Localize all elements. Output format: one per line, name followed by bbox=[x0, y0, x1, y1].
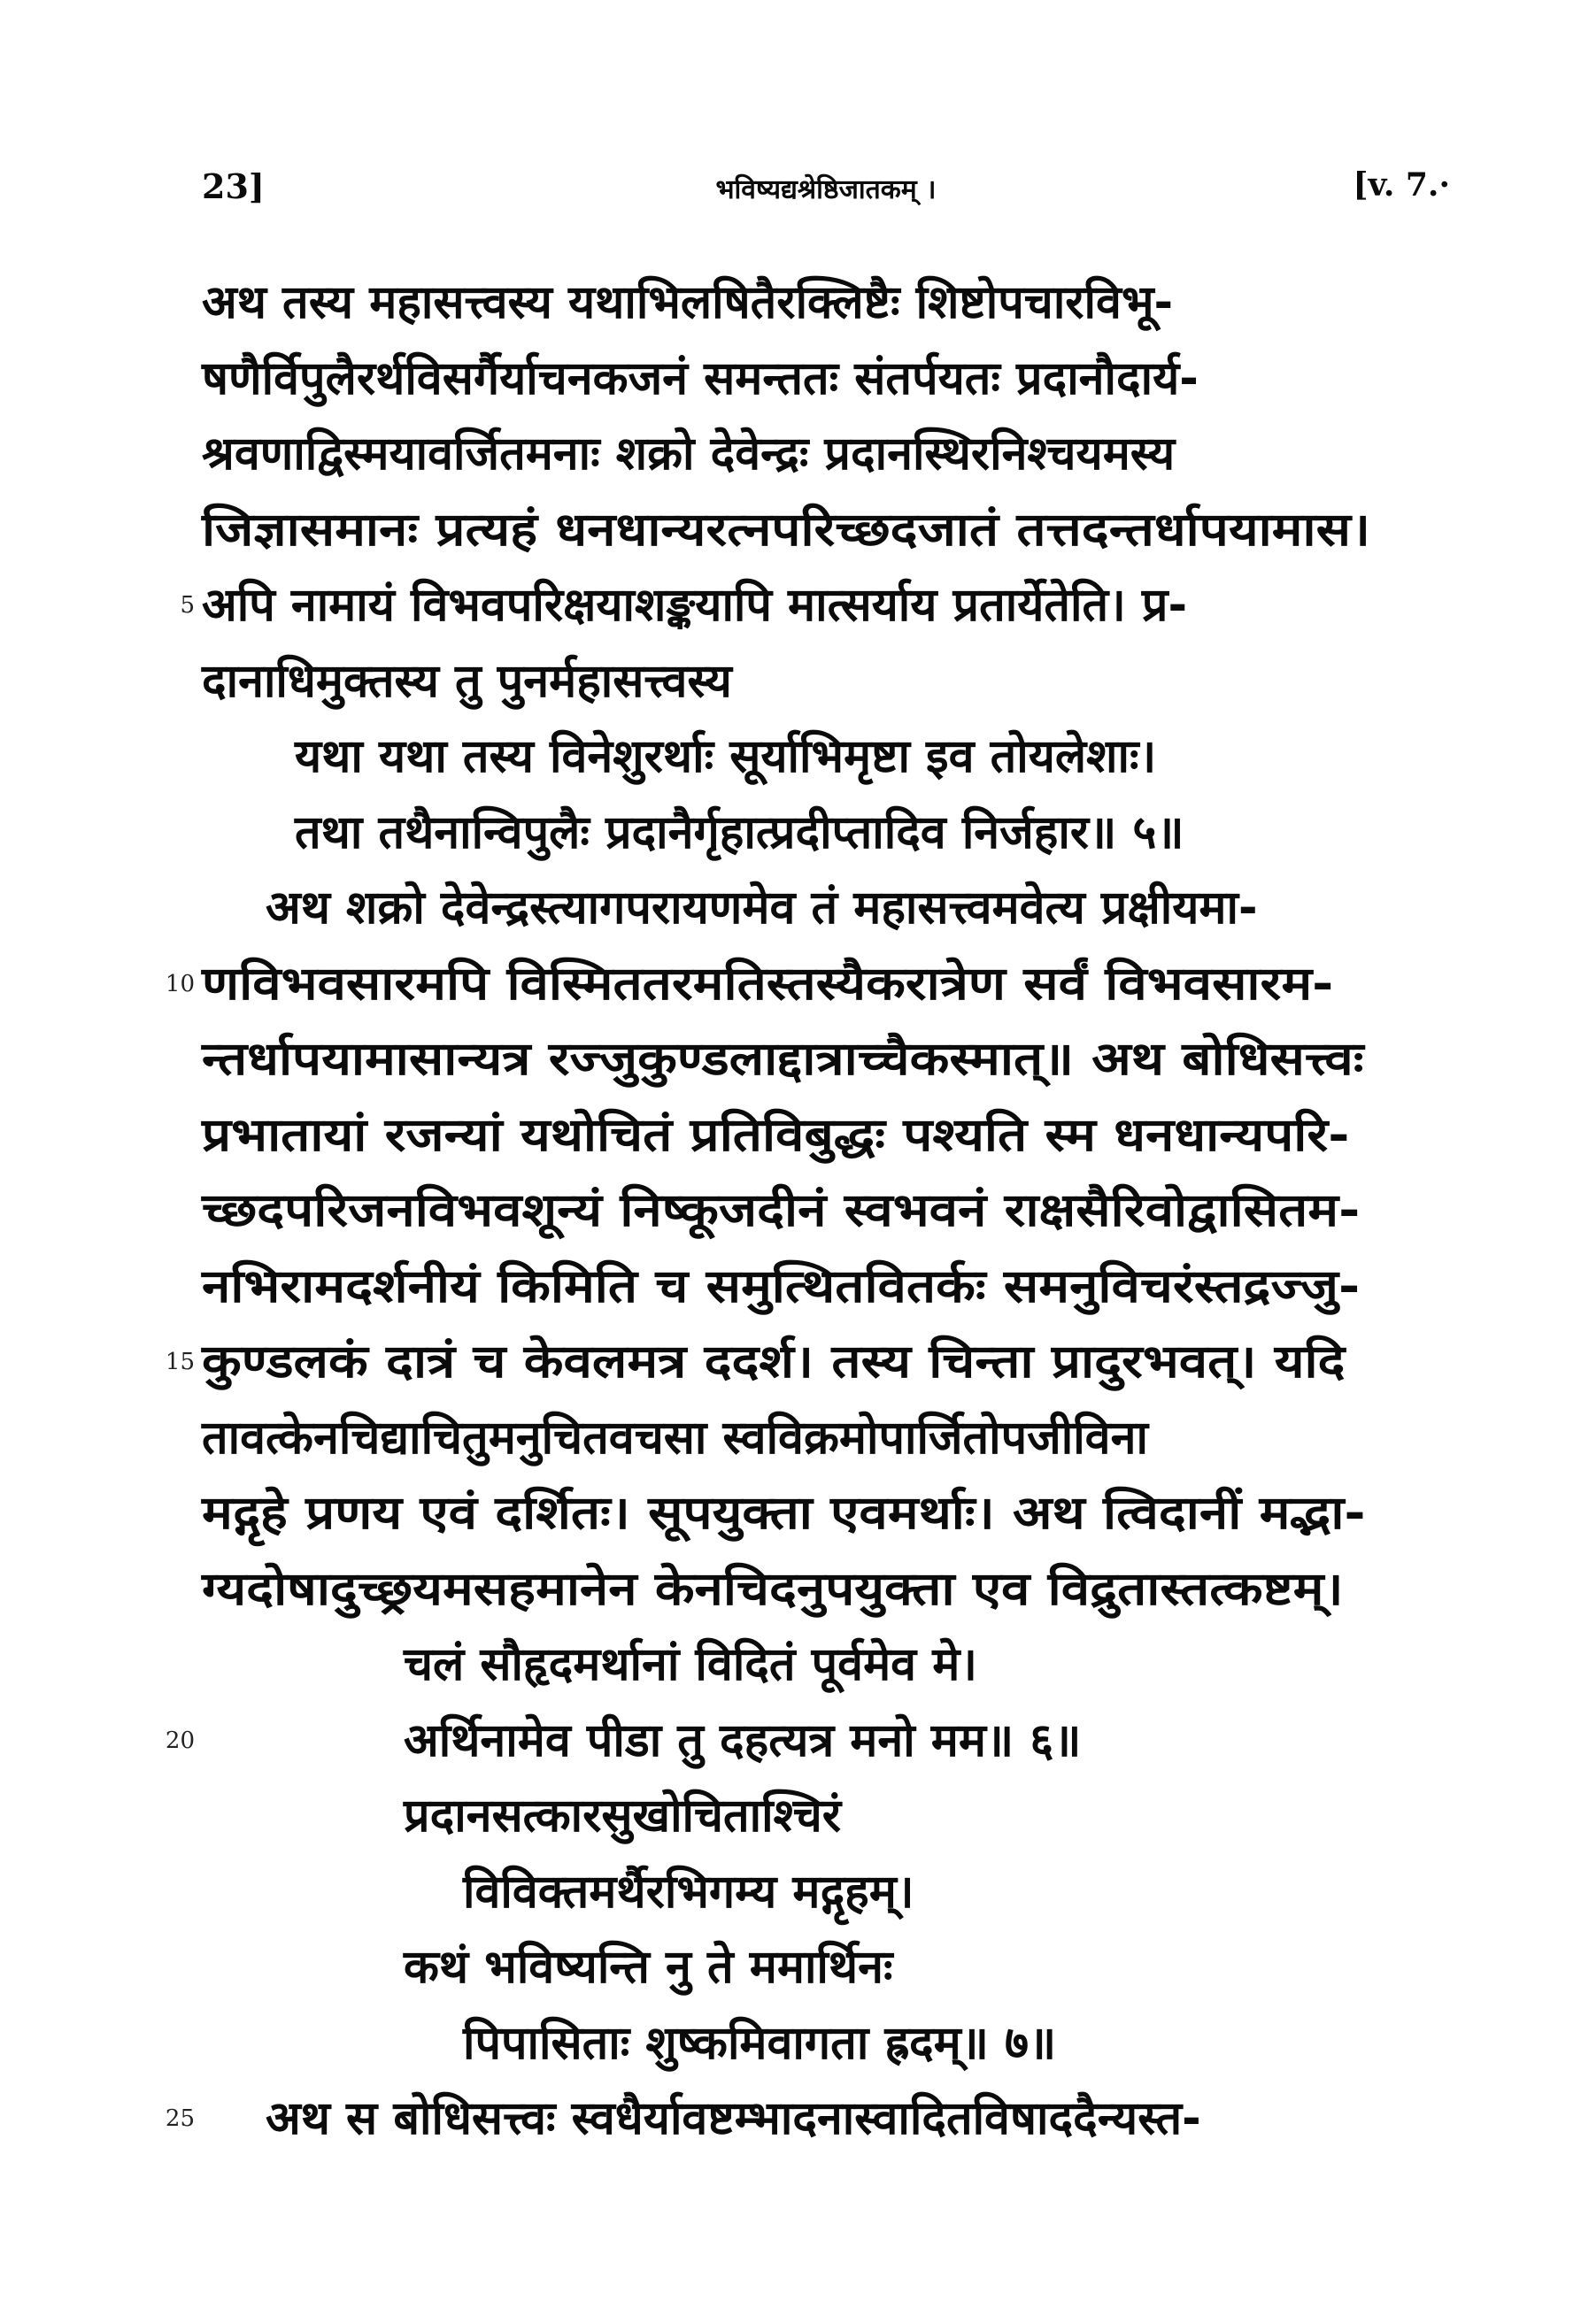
running-title: भविष्यद्यश्रेष्ठिजातकम् । bbox=[715, 174, 937, 205]
line-text: नभिरामदर्शनीयं किमिति च समुत्थितवितर्कः समनुविचरंस्तद्रज्जु- bbox=[202, 1259, 1361, 1313]
line-text: तावत्केनचिद्याचितुमनुचितवचसा स्वविक्रमोपार्जितोपजीविना bbox=[202, 1411, 1148, 1465]
line-text: अथ तस्य महासत्त्वस्य यथाभिलषितैरक्लिष्टैः शिष्टोपचारविभू- bbox=[202, 276, 1174, 329]
text-line bbox=[202, 265, 1450, 342]
line-text: अथ स बोधिसत्त्वः स्वधैर्यावष्टम्भादनास्वादितविषाददैन्यस्त- bbox=[266, 2092, 1201, 2145]
line-text: अर्थिनामेव पीडा तु दहत्यत्र मनो मम॥ ६॥ bbox=[404, 1713, 1082, 1767]
line-text: चलं सौहृदमर्थानां विदितं पूर्वमेव मे। bbox=[404, 1638, 978, 1691]
text-line bbox=[202, 644, 1450, 720]
text-line bbox=[202, 1098, 1450, 1174]
line-text: विविक्तमर्थैरभिगम्य मद्गृहम्। bbox=[463, 1865, 914, 1919]
text-line bbox=[165, 2082, 1450, 2158]
line-text: प्रभातायां रजन्यां यथोचितं प्रतिविबुद्धः पश्यति स्म धनधान्यपरि- bbox=[202, 1108, 1350, 1162]
line-text: अपि नामायं विभवपरिक्षयाशङ्कयापि मात्सर्याय प्रतार्येतेति। प्र- bbox=[202, 579, 1188, 632]
line-text: यथा यथा तस्य विनेशुरर्थाः सूर्याभिमृष्टा इव तोयलेशाः। bbox=[295, 730, 1157, 783]
line-text: प्रदानसत्कारसुखोचिताश्चिरं bbox=[404, 1789, 842, 1843]
line-text: श्रवणाद्विस्मयावर्जितमनाः शक्रो देवेन्द्रः प्रदानस्थिरनिश्चयमस्य bbox=[202, 427, 1176, 481]
line-text: षणैर्विपुलैरर्थविसर्गैर्याचनकजनं समन्ततः संतर्पयतः प्रदानौदार्य- bbox=[202, 351, 1199, 405]
page-number: 23] bbox=[202, 166, 265, 206]
text-line bbox=[202, 1930, 1450, 2006]
line-number: 15 bbox=[165, 1349, 195, 1375]
line-text: मद्गृहे प्रणय एवं दर्शितः। सूपयुक्ता एवमर्थाः। अथ त्विदानीं मद्भा- bbox=[202, 1487, 1366, 1540]
text-line bbox=[165, 1325, 1450, 1401]
text-line bbox=[202, 871, 1450, 947]
line-text: दानाधिमुक्तस्य तु पुनर्महासत्त्वस्य bbox=[202, 654, 732, 708]
text-line bbox=[202, 2006, 1450, 2082]
line-text: न्तर्धापयामासान्यत्र रज्जुकुण्डलाद्दात्राच्चैकस्मात्॥ अथ बोधिसत्त्वः bbox=[202, 1033, 1364, 1086]
text-line bbox=[202, 796, 1450, 872]
text-line bbox=[202, 1552, 1450, 1628]
text-line bbox=[202, 720, 1450, 796]
sanskrit-text-body bbox=[165, 265, 1450, 2158]
line-number: 10 bbox=[165, 970, 195, 997]
line-text: ग्यदोषादुच्छ्रयमसहमानेन केनचिदनुपयुक्ता एव विद्रुतास्तत्कष्टम्। bbox=[202, 1562, 1344, 1616]
line-text: णविभवसारमपि विस्मिततरमतिस्तस्यैकरात्रेण सर्वं विभवसारम- bbox=[202, 957, 1334, 1011]
line-text: तथा तथैनान्विपुलैः प्रदानैर्गृहात्प्रदीप्तादिव निर्जहार॥ ५॥ bbox=[295, 805, 1184, 859]
running-header bbox=[202, 166, 1450, 219]
line-text: पिपासिताः शुष्कमिवागता ह्रदम्॥ ७॥ bbox=[463, 2016, 1057, 2070]
line-text: जिज्ञासमानः प्रत्यहं धनधान्यरत्नपरिच्छदजातं तत्तदन्तर्धापयामास। bbox=[202, 503, 1371, 557]
text-line bbox=[202, 417, 1450, 493]
text-line bbox=[202, 1779, 1450, 1855]
text-line bbox=[202, 1250, 1450, 1326]
text-line bbox=[202, 342, 1450, 418]
text-line bbox=[202, 1174, 1450, 1250]
text-line bbox=[202, 1476, 1450, 1552]
line-text: कुण्डलकं दात्रं च केवलमत्र ददर्श। तस्य चिन्ता प्रादुरभवत्। यदि bbox=[202, 1335, 1346, 1389]
line-number: 5 bbox=[180, 592, 195, 619]
line-number: 25 bbox=[165, 2105, 195, 2132]
text-line bbox=[202, 1022, 1450, 1098]
text-line bbox=[202, 1628, 1450, 1704]
line-text: अथ शक्रो देवेन्द्रस्त्यागपरायणमेव तं महासत्त्वमवेत्य प्रक्षीयमा- bbox=[266, 881, 1258, 935]
line-text: कथं भविष्यन्ति नु ते ममार्थिनः bbox=[404, 1941, 893, 1994]
text-line bbox=[202, 1855, 1450, 1931]
text-line bbox=[180, 568, 1450, 644]
text-line bbox=[202, 1401, 1450, 1477]
text-line bbox=[165, 947, 1450, 1023]
line-number: 20 bbox=[165, 1727, 195, 1754]
text-line bbox=[202, 493, 1450, 569]
text-line bbox=[165, 1704, 1450, 1780]
line-text: च्छदपरिजनविभवशून्यं निष्कूजदीनं स्वभवनं राक्षसैरिवोद्वासितम- bbox=[202, 1184, 1361, 1237]
section-reference: [v. 7.· bbox=[1353, 166, 1450, 204]
